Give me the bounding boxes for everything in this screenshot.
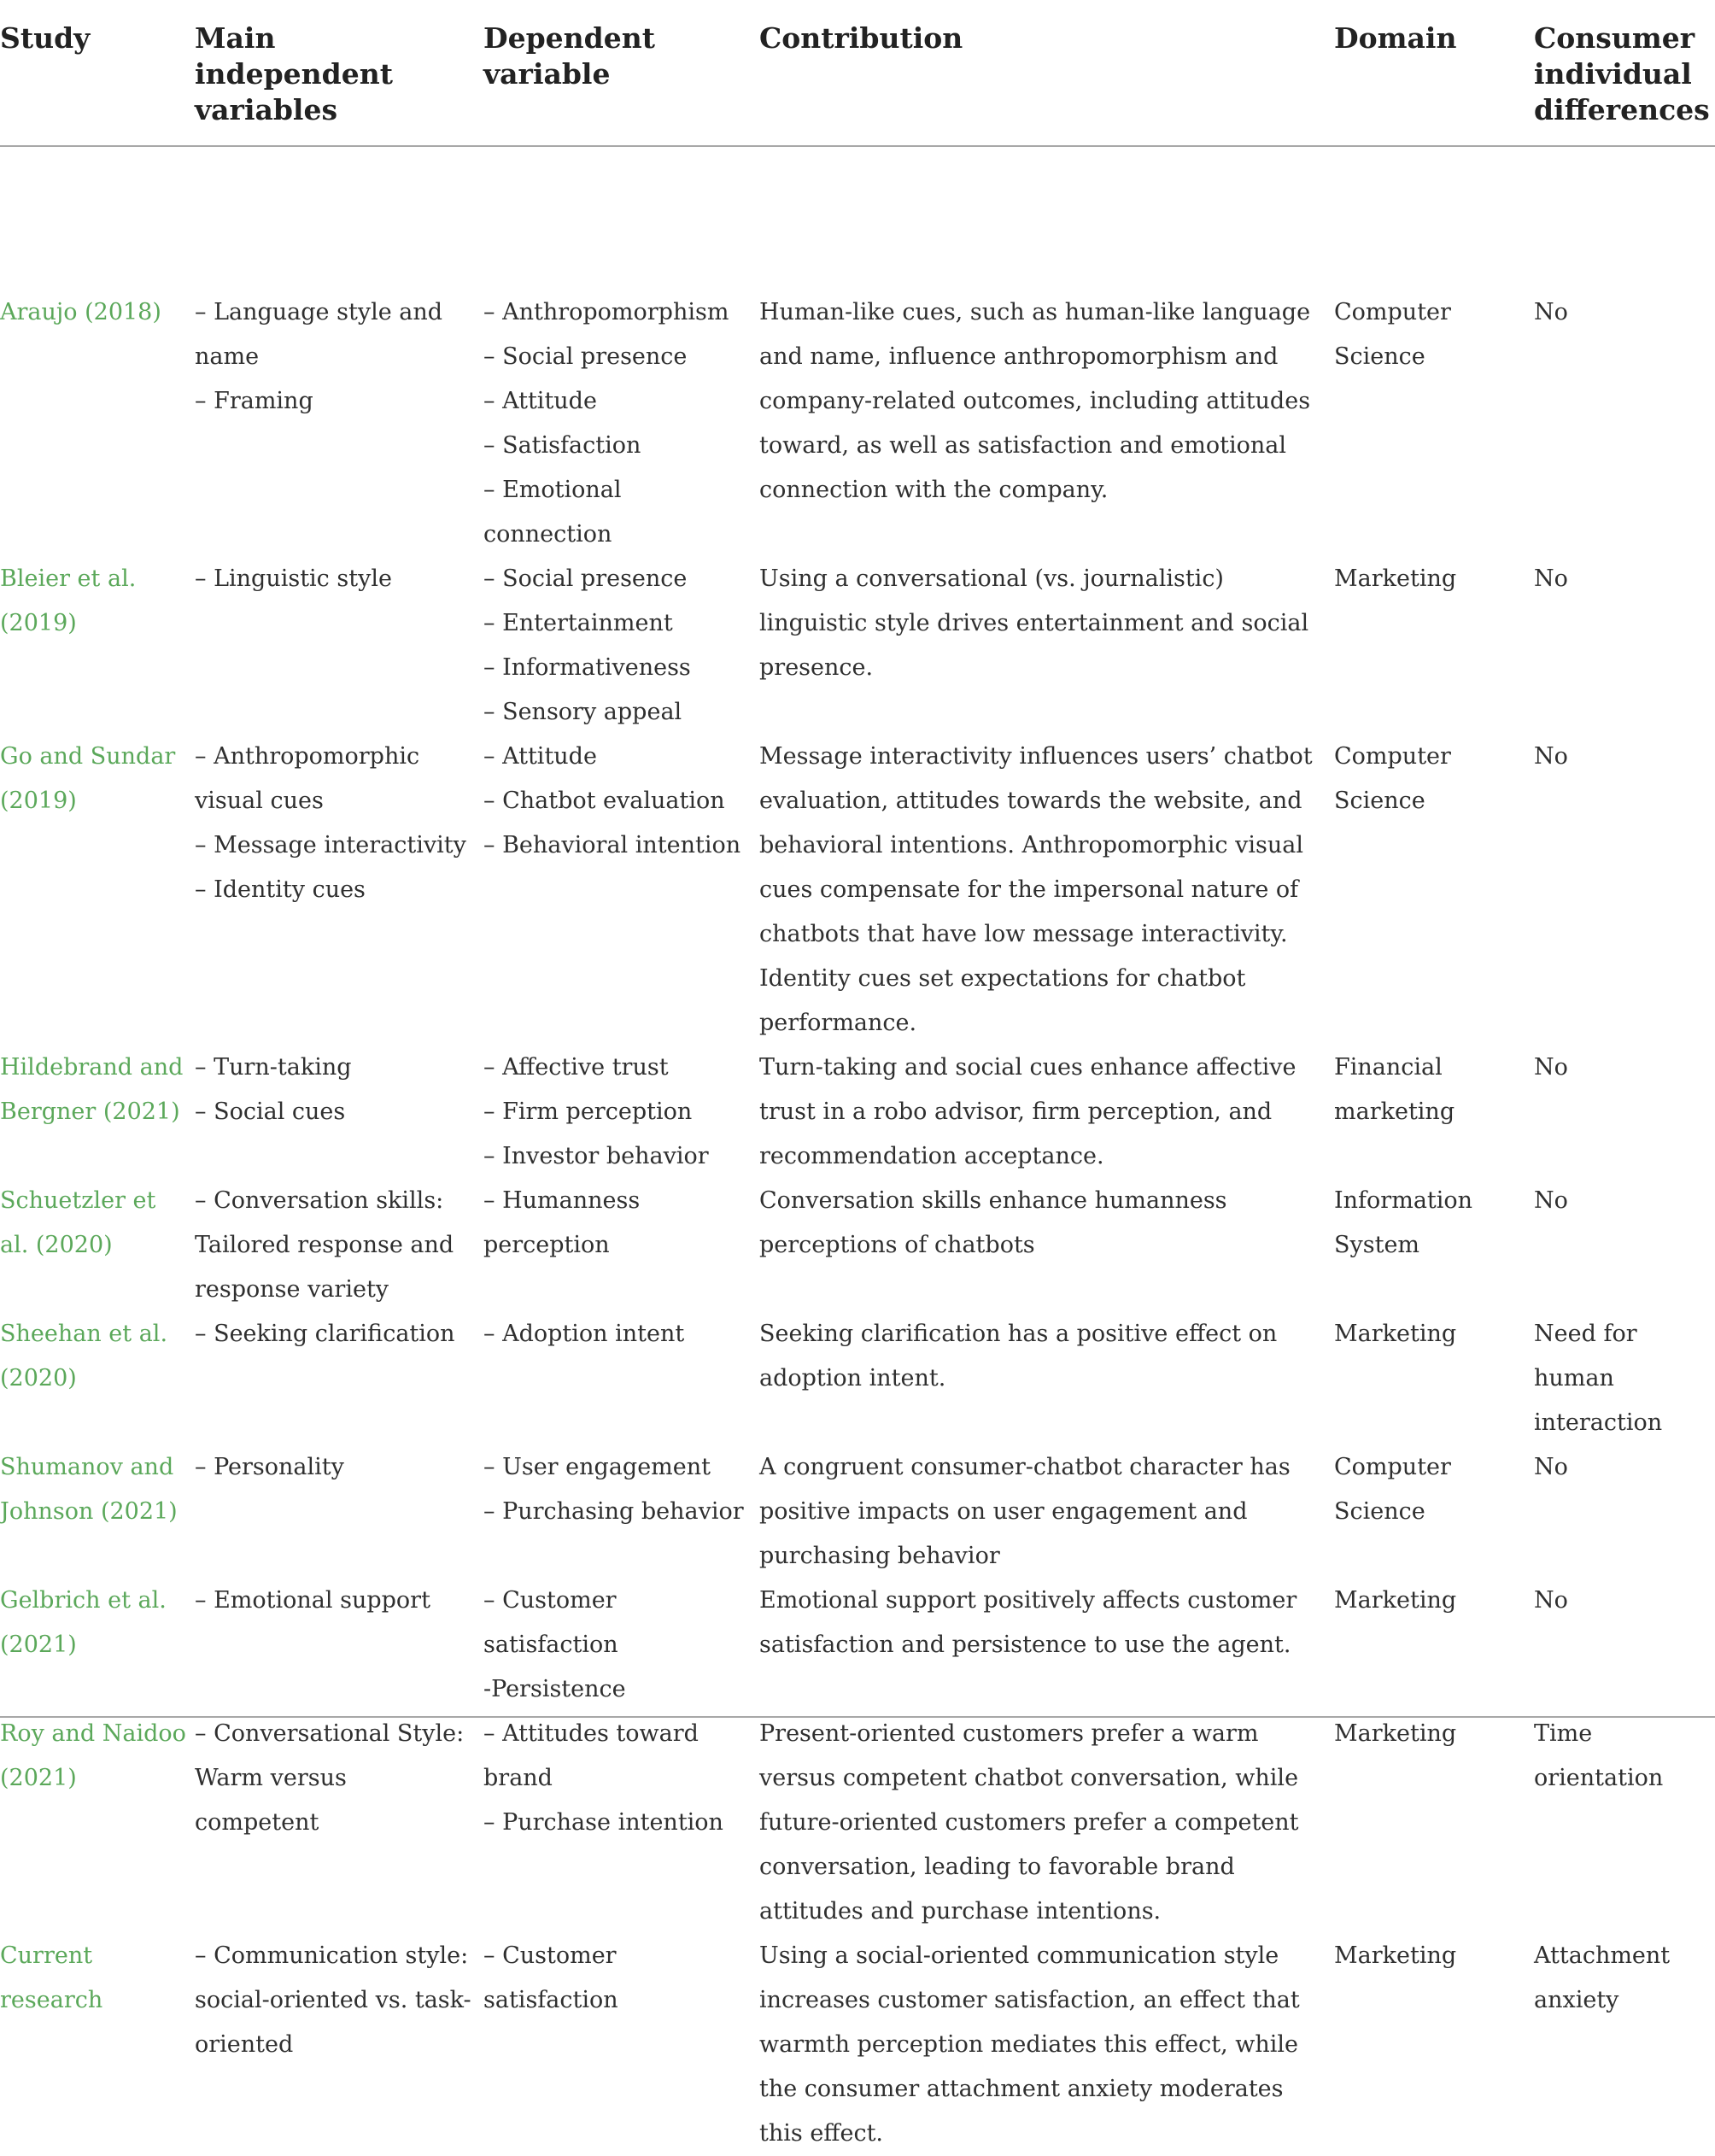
independent-variables-cell: [195, 1179, 483, 1312]
independent-variables-cell: [195, 1312, 483, 1445]
variable-item: – Emotional support: [195, 1587, 430, 1614]
study-citation[interactable]: Gelbrich et al. (2021): [0, 1587, 167, 1658]
domain-cell: Marketing: [1334, 1321, 1457, 1347]
domain-cell: Financial marketing: [1334, 1054, 1455, 1125]
independent-variables-cell: [195, 1046, 483, 1179]
independent-variables-cell: [195, 1445, 483, 1579]
individual-differences-cell: No: [1534, 1454, 1568, 1480]
contribution-cell: Turn-taking and social cues enhance affective trust in a robo advisor, firm perception, and recommendation acceptance.: [759, 1054, 1296, 1169]
independent-variables-cell: [195, 735, 483, 1046]
independent-variables-cell: [195, 1579, 483, 1712]
individual-differences-cell: No: [1534, 743, 1568, 770]
dependent-variables-cell: [483, 1312, 759, 1445]
variable-item: – User engagement: [483, 1454, 711, 1480]
table-row: [0, 557, 1715, 735]
individual-differences-cell: Attachment anxiety: [1534, 1942, 1671, 2013]
variable-item: – Investor behavior: [483, 1143, 709, 1169]
table-row: [0, 735, 1715, 1046]
variable-item: – Message interactivity: [195, 832, 466, 858]
variable-item: – Emotional connection: [483, 477, 622, 548]
contribution-cell: A congruent consumer-chatbot character has positive impacts on user engagement and purchasing behavior: [759, 1454, 1291, 1569]
header-contribution: Contribution: [759, 0, 1334, 146]
study-citation[interactable]: Bleier et al. (2019): [0, 565, 137, 636]
table-row: [0, 1046, 1715, 1179]
contribution-cell: Using a social-oriented communication style increases customer satisfaction, an effect that warmth perception mediates this effect, while the consumer attachment anxiety moderates this effect.: [759, 1942, 1300, 2147]
contribution-cell: Emotional support positively affects customer satisfaction and persistence to use the agent.: [759, 1587, 1297, 1658]
dependent-variables-cell: [483, 557, 759, 735]
individual-differences-cell: Time orientation: [1534, 1720, 1664, 1791]
individual-differences-cell: No: [1534, 1054, 1568, 1081]
variable-item: – Framing: [195, 388, 313, 414]
dependent-variables-cell: [483, 1179, 759, 1312]
variable-item: – Identity cues: [195, 876, 366, 903]
variable-item: -Persistence: [483, 1676, 626, 1702]
variable-item: – Language style and name: [195, 299, 443, 370]
variable-item: – Satisfaction: [483, 432, 641, 459]
table-row: [0, 1312, 1715, 1445]
dependent-variables-cell: [483, 146, 759, 557]
domain-cell: Computer Science: [1334, 743, 1451, 814]
individual-differences-cell: Need for human interaction: [1534, 1321, 1663, 1436]
independent-variables-cell: [195, 557, 483, 735]
variable-item: – Attitude: [483, 743, 597, 770]
study-citation[interactable]: Schuetzler et al. (2020): [0, 1187, 156, 1258]
table-row: [0, 1712, 1715, 1934]
variable-item: – Firm perception: [483, 1099, 693, 1125]
variable-item: – Social cues: [195, 1099, 346, 1125]
contribution-cell: Seeking clarification has a positive effect on adoption intent.: [759, 1321, 1278, 1391]
domain-cell: Marketing: [1334, 1720, 1457, 1747]
independent-variables-cell: [195, 1712, 483, 1934]
contribution-cell: Conversation skills enhance humanness perceptions of chatbots: [759, 1187, 1227, 1258]
independent-variables-cell: [195, 146, 483, 557]
variable-item: – Customer satisfaction: [483, 1587, 618, 1658]
study-citation[interactable]: Shumanov and Johnson (2021): [0, 1454, 178, 1525]
table-row: [0, 1934, 1715, 2156]
variable-item: – Attitude: [483, 388, 597, 414]
contribution-cell: Human-like cues, such as human-like language and name, influence anthropomorphism and company-related outcomes, including attitudes toward, as well as satisfaction and emotional connection with the company.: [759, 299, 1311, 503]
dependent-variables-cell: [483, 1046, 759, 1179]
domain-cell: Marketing: [1334, 1587, 1457, 1614]
variable-item: – Sensory appeal: [483, 699, 682, 725]
dependent-variables-cell: [483, 1445, 759, 1579]
header-dependent-variable: Dependent variable: [483, 0, 759, 146]
study-citation[interactable]: Roy and Naidoo (2021): [0, 1720, 186, 1791]
table-row: [0, 1445, 1715, 1579]
variable-item: – Adoption intent: [483, 1321, 685, 1347]
individual-differences-cell: No: [1534, 1187, 1568, 1214]
variable-item: – Entertainment: [483, 610, 673, 636]
variable-item: – Humanness perception: [483, 1187, 641, 1258]
variable-item: – Anthropomorphism: [483, 299, 729, 325]
variable-item: – Behavioral intention: [483, 832, 741, 858]
domain-cell: Marketing: [1334, 1942, 1457, 1969]
domain-cell: Computer Science: [1334, 299, 1451, 370]
variable-item: – Seeking clarification: [195, 1321, 455, 1347]
contribution-cell: Message interactivity influences users’ chatbot evaluation, attitudes towards the website, and behavioral intentions. Anthropomorphic visual cues compensate for the impersonal nature of chatbots that have low message interactivity. Identity cues set expectations for chatbot performance.: [759, 743, 1313, 1036]
variable-item: – Purchasing behavior: [483, 1498, 744, 1525]
domain-cell: Marketing: [1334, 565, 1457, 592]
dependent-variables-cell: [483, 1712, 759, 1934]
study-citation[interactable]: Current research: [0, 1942, 103, 2013]
table-row: [0, 146, 1715, 557]
table-row: [0, 1179, 1715, 1312]
variable-item: – Social presence: [483, 565, 688, 592]
variable-item: – Communication style: social-oriented vs. task-oriented: [195, 1942, 471, 2058]
variable-item: – Customer satisfaction: [483, 1942, 618, 2013]
variable-item: – Affective trust: [483, 1054, 669, 1081]
header-independent-variables: Main independent variables: [195, 0, 483, 146]
variable-item: – Conversational Style: Warm versus competent: [195, 1720, 465, 1836]
variable-item: – Purchase intention: [483, 1809, 723, 1836]
variable-item: – Anthropomorphic visual cues: [195, 743, 420, 814]
variable-item: – Personality: [195, 1454, 344, 1480]
independent-variables-cell: [195, 1934, 483, 2156]
study-citation[interactable]: Sheehan et al. (2020): [0, 1321, 168, 1391]
variable-item: – Social presence: [483, 343, 688, 370]
variable-item: – Turn-taking: [195, 1054, 352, 1081]
variable-item: – Informativeness: [483, 654, 691, 681]
variable-item: – Linguistic style: [195, 565, 392, 592]
variable-item: – Conversation skills: Tailored response and response variety: [195, 1187, 454, 1303]
header-individual-differences: Consumer individual differences: [1534, 0, 1715, 146]
contribution-cell: Present-oriented customers prefer a warm versus competent chatbot conversation, while future-oriented customers prefer a competent conversation, leading to favorable brand attitudes and purchase intentions.: [759, 1720, 1299, 1925]
contribution-cell: Using a conversational (vs. journalistic) linguistic style drives entertainment and social presence.: [759, 565, 1309, 681]
domain-cell: Computer Science: [1334, 1454, 1451, 1525]
header-row: [0, 0, 1715, 146]
bottom-rule: [0, 1716, 1715, 1718]
header-domain: Domain: [1334, 0, 1534, 146]
variable-item: – Chatbot evaluation: [483, 788, 725, 814]
dependent-variables-cell: [483, 1579, 759, 1712]
table-row: [0, 1579, 1715, 1712]
individual-differences-cell: No: [1534, 565, 1568, 592]
table-body: [0, 146, 1715, 2156]
variable-item: – Attitudes toward brand: [483, 1720, 699, 1791]
study-citation[interactable]: Go and Sundar (2019): [0, 743, 176, 814]
study-citation[interactable]: Araujo (2018): [0, 299, 161, 325]
study-citation[interactable]: Hildebrand and Bergner (2021): [0, 1054, 184, 1125]
dependent-variables-cell: [483, 1934, 759, 2156]
individual-differences-cell: No: [1534, 299, 1568, 325]
header-study: Study: [0, 0, 195, 146]
individual-differences-cell: No: [1534, 1587, 1568, 1614]
dependent-variables-cell: [483, 735, 759, 1046]
domain-cell: Information System: [1334, 1187, 1473, 1258]
